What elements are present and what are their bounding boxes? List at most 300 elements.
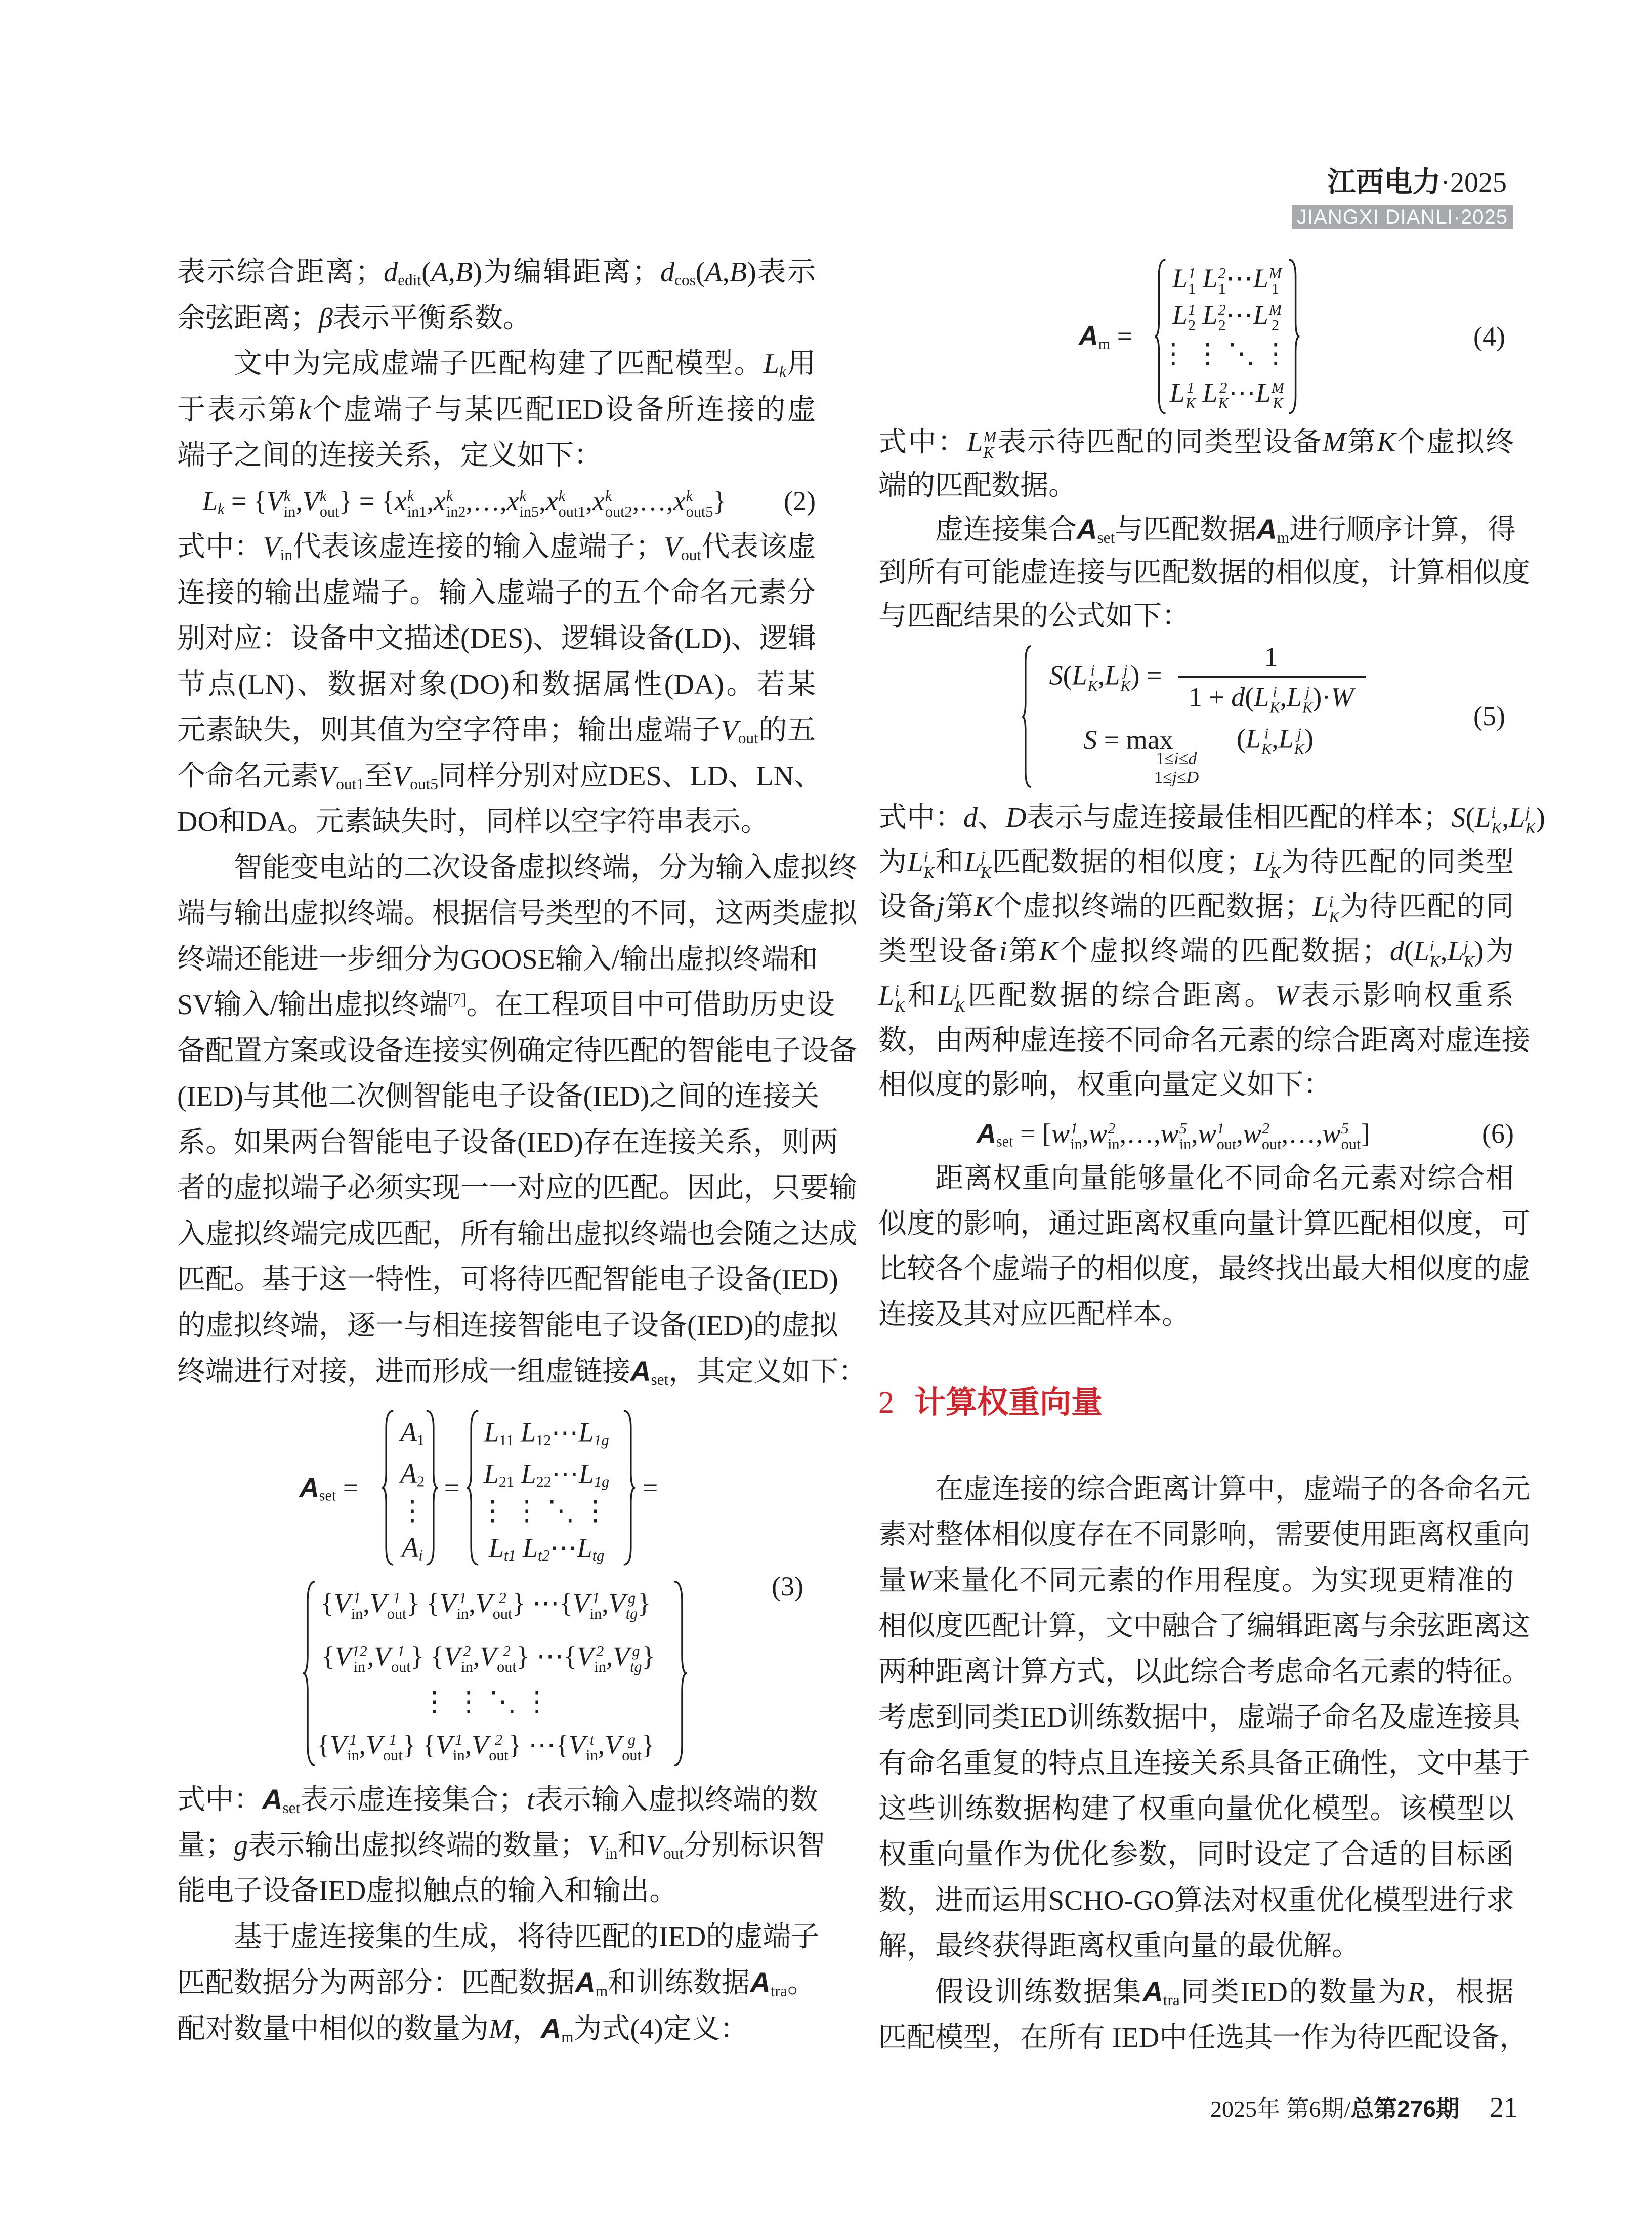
math-superscript: k	[686, 487, 693, 505]
math-variable: L21	[483, 1458, 515, 1491]
math-scripts	[1272, 380, 1284, 410]
citation-ref: [7]	[448, 990, 467, 1009]
math-subscript: in	[353, 1658, 366, 1675]
math-superscript: i	[923, 848, 928, 866]
math-variable: w 2 out	[1243, 1118, 1282, 1153]
text-line: 数，由两种虚连接不同命名元素的综合距离对虚连接	[878, 1025, 1530, 1056]
math-superscript: g	[632, 1643, 640, 1660]
fraction-denominator: 1 + d(L i K ,L j K )·W	[1188, 682, 1354, 717]
equation-3-lhs: Aset =	[299, 1473, 359, 1504]
page-footer	[1194, 2090, 1518, 2127]
text-line: 设备j第K个虚拟终端的匹配数据；L i K 为待匹配的同	[878, 891, 1514, 927]
matrix-row: ⋮ ⋮ ⋱ ⋮	[420, 1686, 551, 1717]
math-variable: V 1 in	[572, 1588, 602, 1622]
math-variable: V 1 in	[333, 1588, 363, 1622]
math-variable: L12	[521, 1417, 552, 1449]
section-number: 2	[878, 1385, 894, 1420]
math-superscript: 1	[389, 1731, 397, 1749]
math-subscript: k	[218, 500, 225, 518]
math-subscript: 2	[416, 1473, 425, 1490]
math-scripts	[351, 1590, 363, 1621]
math-subscript: 22	[536, 1473, 552, 1491]
math-superscript: 2	[1108, 1120, 1116, 1138]
math-scripts	[1218, 380, 1229, 410]
math-variable: Vin	[263, 531, 292, 564]
math-variable: Vout	[663, 531, 702, 564]
math-subscript: out	[1341, 1135, 1361, 1153]
text-line: 个命名元素Vout1至Vout5同样分别对应DES、LD、LN、	[177, 760, 823, 793]
math-subscript: in	[1108, 1135, 1120, 1153]
math-subscript: K	[1273, 394, 1283, 412]
text-line: 考虑到同类IED训练数据中，虚端子命名及虚连接具	[878, 1702, 1521, 1734]
matrix-row: L 1 K L 2 K ⋯L M K	[1169, 377, 1285, 412]
math-variable: d	[963, 802, 978, 833]
math-variable: A1	[400, 1417, 425, 1449]
math-subscript: in	[589, 1605, 602, 1622]
text-line: 有命名重复的特点且连接关系具备正确性，文中基于	[878, 1747, 1530, 1779]
math-superscript: i	[1273, 683, 1277, 701]
math-scripts	[605, 488, 632, 519]
math-variable: Lt2	[522, 1532, 550, 1565]
math-subscript: K	[1525, 819, 1536, 837]
math-subscript: out	[387, 1605, 407, 1622]
text-line: 能电子设备IED虚拟触点的输入和输出。	[177, 1875, 678, 1907]
math-variable: S	[1451, 802, 1466, 833]
math-variable: Ai	[402, 1532, 423, 1564]
math-variable: L1g	[578, 1417, 609, 1449]
math-superscript: 1	[1187, 379, 1195, 397]
math-subscript: K	[1329, 908, 1340, 927]
math-variable: V g tg	[613, 1641, 642, 1675]
math-variable: Aset	[262, 1783, 301, 1817]
math-subscript: edit	[398, 271, 422, 289]
math-subscript: K	[1087, 677, 1098, 695]
math-subscript: 2	[1188, 316, 1196, 334]
right-brace	[425, 1409, 439, 1566]
text-line: 元素缺失，则其值为空字符串；输出虚端子Vout的五	[177, 715, 816, 747]
text-line: 余弦距离；β表示平衡系数。	[177, 302, 531, 334]
math-superscript: 2	[596, 1643, 604, 1660]
math-scripts	[1430, 938, 1441, 970]
math-variable: K	[974, 891, 993, 922]
matrix-row: L 1 2 L 2 2 ⋯L M 2	[1172, 300, 1282, 334]
math-superscript: j	[954, 981, 959, 999]
math-scripts	[1269, 266, 1282, 296]
math-subscript: in	[283, 502, 296, 520]
math-superscript: j	[981, 848, 985, 866]
math-scripts	[1294, 726, 1304, 757]
left-brace	[302, 1580, 317, 1767]
left-text-block-1	[177, 249, 816, 479]
math-subscript: K	[923, 864, 935, 882]
math-variable: L 1 1	[1172, 263, 1196, 298]
math-subscript: in	[1070, 1135, 1082, 1153]
math-variable: Atra	[750, 1966, 787, 2000]
text-line: 端与输出虚拟终端。根据信号类型的不同，这两类虚拟	[177, 898, 857, 929]
math-variable: L11	[484, 1417, 514, 1449]
math-scripts	[559, 488, 586, 519]
math-superscript: 1	[397, 1643, 405, 1660]
equation-2	[202, 478, 816, 524]
math-variable: Lk	[202, 486, 225, 518]
math-superscript: i	[1264, 725, 1269, 742]
math-variable: Aset	[977, 1118, 1013, 1150]
equation-6	[977, 1111, 1514, 1156]
math-subscript: in	[351, 1605, 363, 1622]
equation-number: (5)	[1473, 701, 1505, 731]
math-scripts	[594, 1644, 606, 1674]
math-superscript: M	[983, 428, 997, 446]
math-subscript: 1	[416, 1431, 425, 1449]
math-variable: L 2 2	[1202, 300, 1226, 334]
math-subscript: K	[983, 444, 994, 462]
text-line: 别对应：设备中文描述(DES)、逻辑设备(LD)、逻辑	[177, 623, 817, 654]
text-line: 系。如果两台智能电子设备(IED)存在连接关系，则两	[177, 1126, 838, 1158]
math-variable: S	[1083, 725, 1097, 755]
vector-entry	[400, 1416, 425, 1448]
math-superscript: 1	[458, 1589, 467, 1607]
text-line: SV输入/输出虚拟终端[7]。在工程项目中可借助历史设	[177, 989, 835, 1021]
math-superscript: k	[519, 487, 526, 505]
math-subscript: out5	[686, 502, 713, 520]
math-scripts	[686, 488, 713, 519]
math-variable: x k in1	[394, 486, 427, 520]
text-line: 匹配模型，在所有 IED中任选其一作为待匹配设备，	[878, 2022, 1528, 2053]
math-variable: R	[1407, 1977, 1425, 2008]
text-line: 比较各个虚端子的相似度，最终找出最大相似度的虚	[878, 1253, 1530, 1285]
math-superscript: k	[558, 487, 566, 505]
math-subscript: in	[456, 1605, 469, 1622]
math-variable: L j K	[1253, 847, 1281, 882]
math-superscript: 2	[1219, 379, 1227, 397]
math-subscript: tg	[592, 1547, 605, 1565]
equation-number: (6)	[1482, 1118, 1514, 1149]
math-scripts	[1262, 1121, 1282, 1151]
fraction-numerator: 1	[1264, 642, 1278, 672]
math-variable: B	[455, 257, 473, 288]
math-variable: S	[1049, 660, 1063, 691]
math-variable: Atra	[1142, 1976, 1180, 2009]
text-line: 到所有可能虚连接与匹配数据的相似度，计算相似度	[878, 557, 1530, 589]
math-scripts	[352, 1644, 367, 1674]
math-superscript: 1	[1188, 265, 1196, 282]
math-variable: V g out	[605, 1730, 642, 1764]
math-variable: w 1 out	[1198, 1118, 1237, 1153]
vector-entry: ⋮	[399, 1495, 426, 1526]
max-argument: (L i K ,L j K )	[1237, 723, 1314, 758]
page-number: 21	[1490, 2092, 1518, 2123]
math-variable: L M 1	[1253, 263, 1282, 298]
right-brace	[673, 1580, 688, 1767]
math-variable: L i K	[1072, 660, 1098, 695]
section-heading	[878, 1382, 1103, 1423]
math-subscript: out	[622, 1746, 642, 1764]
math-subscript: K	[1269, 864, 1281, 882]
text-line: 表示综合距离；dedit(A,B)为编辑距离；dcos(A,B)表示	[177, 257, 816, 289]
math-subscript: out	[489, 1746, 509, 1764]
math-superscript: 1	[1188, 301, 1196, 319]
math-variable: K	[1377, 427, 1396, 458]
math-scripts	[1088, 663, 1098, 693]
left-text-block-3	[177, 1777, 825, 2051]
math-variable: W	[907, 1565, 931, 1597]
math-variable: Am	[540, 2012, 574, 2046]
math-variable: x k in5	[506, 486, 539, 520]
math-variable: Vout5	[392, 760, 438, 793]
math-variable: M	[489, 2013, 513, 2045]
text-line: 终端还能进一步细分为GOOSE输入/输出虚拟终端和	[177, 943, 818, 975]
equals-sign: =	[642, 1473, 658, 1503]
math-scripts	[493, 1590, 513, 1621]
math-variable: L j K	[1447, 936, 1474, 971]
fraction-bar	[1178, 676, 1366, 678]
math-variable: Aset	[299, 1473, 336, 1504]
journal-year: ·2025	[1441, 167, 1507, 198]
math-scripts	[1185, 380, 1196, 410]
math-subscript: t1	[503, 1547, 516, 1565]
text-line: 端的匹配数据。	[878, 470, 1077, 501]
max-lhs: S = max	[1083, 725, 1173, 755]
math-variable: V 1 in	[439, 1588, 469, 1622]
math-subscript: in	[594, 1658, 606, 1675]
math-scripts	[586, 1732, 598, 1762]
math-subscript: m	[1098, 335, 1111, 353]
math-subscript: K	[1302, 699, 1313, 717]
math-subscript: out	[383, 1746, 403, 1764]
math-subscript: in1	[407, 502, 427, 520]
math-scripts	[1302, 685, 1312, 715]
math-variable: Vout1	[319, 760, 364, 793]
text-line: 两种距离计算方式，以此综合考虑命名元素的特征。	[878, 1656, 1530, 1688]
math-scripts	[489, 1732, 509, 1762]
text-line: 解，最终获得距离权重向量的最优解。	[878, 1930, 1360, 1962]
math-variable: A2	[400, 1458, 425, 1490]
math-superscript: i	[1429, 937, 1434, 955]
text-line: 端子之间的连接关系，定义如下：	[177, 440, 602, 471]
math-scripts	[1525, 805, 1536, 836]
left-brace	[465, 1409, 480, 1566]
math-variable: V 1 in	[330, 1730, 359, 1764]
math-superscript: i	[895, 981, 899, 999]
math-variable: V 1 in	[436, 1730, 465, 1764]
math-subscript: K	[1120, 677, 1131, 695]
math-subscript: tg	[630, 1658, 642, 1675]
math-scripts	[453, 1732, 465, 1762]
math-variable: x k in2	[433, 486, 466, 520]
text-line: 的虚拟终端，逐一与相连接智能电子设备(IED)的虚拟	[177, 1310, 838, 1341]
math-variable: Am	[1256, 513, 1290, 547]
math-superscript: j	[1463, 937, 1468, 955]
text-line: 与匹配结果的公式如下：	[878, 601, 1190, 632]
math-variable: L j K	[1278, 723, 1304, 758]
math-variable: L j K	[938, 980, 965, 1016]
text-line: 素对整体相似度存在不同影响，需要使用距离权重向	[878, 1519, 1530, 1551]
math-scripts	[1218, 266, 1226, 296]
math-subscript: t2	[538, 1547, 550, 1565]
math-superscript: j	[1269, 848, 1275, 866]
math-variable: V 2 in	[444, 1641, 473, 1675]
matrix-row: {V 1 in ,V 1 out } {V 1 in ,V 2 out } ⋯{V 1 in ,V g tg }	[320, 1588, 651, 1622]
text-line: 匹配。基于这一特性，可将待匹配智能电子设备(IED)	[177, 1264, 838, 1295]
math-variable: Vin	[588, 1829, 618, 1862]
math-variable: Am	[575, 1966, 608, 2000]
math-scripts	[622, 1732, 642, 1762]
math-subscript: K	[1218, 394, 1229, 412]
math-subscript: in5	[519, 502, 539, 520]
math-scripts	[1218, 302, 1226, 332]
math-subscript: set	[282, 1798, 301, 1817]
math-variable: V g tg	[608, 1588, 638, 1622]
section-title: 计算权重向量	[914, 1385, 1103, 1420]
math-superscript: i	[1329, 892, 1334, 910]
issue-info: 2025年 第6期/	[1210, 2096, 1351, 2122]
text-line: 基于虚连接集的生成，将待匹配的IED的虚端子	[234, 1921, 820, 1953]
text-line: 节点(LN)、数据对象(DO)和数据属性(DA)。若某	[177, 668, 816, 700]
math-scripts	[1329, 894, 1340, 926]
text-line: 式中：Aset表示虚连接集合；t表示输入虚拟终端的数	[177, 1783, 818, 1817]
left-brace	[380, 1409, 395, 1566]
math-variable: L 1 2	[1172, 300, 1196, 334]
math-scripts	[391, 1644, 411, 1674]
math-variable: L j K	[1105, 660, 1131, 695]
math-variable: L 1 K	[1169, 377, 1196, 412]
math-superscript: g	[627, 1589, 636, 1607]
math-scripts	[895, 983, 905, 1015]
math-superscript: i	[1090, 661, 1095, 679]
vector-entry	[402, 1532, 422, 1563]
matrix-row: L11 L12⋯L1g	[484, 1417, 609, 1449]
total-issue: 总第276期	[1350, 2095, 1459, 2122]
math-superscript: 1	[353, 1589, 361, 1607]
math-scripts	[520, 488, 539, 519]
math-scripts	[497, 1644, 517, 1674]
math-superscript: 2	[498, 1589, 506, 1607]
math-variable: L i K	[1254, 682, 1280, 717]
text-line: 连接的输出虚端子。输入虚端子的五个命名元素分	[177, 577, 816, 609]
math-scripts	[626, 1590, 638, 1621]
math-superscript: k	[319, 487, 327, 505]
matrix-row: {V 12 in ,V 1 out } {V 2 in ,V 2 out } ⋯{V 2 in ,V g tg }	[321, 1641, 655, 1675]
math-subscript: out	[391, 1658, 411, 1675]
math-scripts	[1188, 302, 1196, 332]
math-superscript: 2	[494, 1731, 503, 1749]
math-variable: L i K	[1413, 936, 1441, 971]
math-superscript: 2	[1218, 265, 1226, 282]
math-subscript: K	[1269, 699, 1280, 717]
math-variable: L i K	[1475, 802, 1502, 837]
math-superscript: k	[407, 487, 414, 505]
math-variable: L i K	[878, 980, 906, 1016]
math-variable: k	[298, 394, 311, 426]
equals-sign: =	[444, 1473, 460, 1503]
math-variable: t	[527, 1784, 535, 1816]
math-variable: d	[1188, 749, 1197, 768]
math-superscript: j	[1525, 803, 1530, 821]
math-scripts	[1261, 726, 1272, 757]
math-subscript: in	[453, 1746, 465, 1764]
math-variable: V k in	[266, 486, 296, 520]
math-subscript: 21	[498, 1473, 515, 1491]
math-variable: L i K	[907, 847, 935, 882]
math-superscript: 1	[1216, 1120, 1224, 1138]
math-subscript: cos	[674, 271, 696, 289]
math-superscript: 1	[455, 1731, 463, 1749]
math-scripts	[1464, 938, 1474, 970]
math-scripts	[981, 849, 991, 881]
math-superscript: 2	[1261, 1120, 1270, 1138]
math-subscript: in	[605, 1844, 618, 1862]
right-text-block-1	[878, 421, 1530, 638]
matrix-row: {V 1 in ,V 1 out } {V 1 in ,V 2 out } ⋯{V t in ,V g out }	[317, 1730, 655, 1764]
math-variable: w 2 in	[1089, 1118, 1120, 1153]
equation-6-expression: Aset = [w 1 in ,w 2 in ,…,w 5 in ,w 1 out ,w 2 out ,…,w 5 out ]	[977, 1118, 1370, 1153]
math-scripts	[407, 488, 427, 519]
math-variable: L1g	[578, 1458, 610, 1491]
text-line: 假设训练数据集Atra同类IED的数量为R，根据	[935, 1976, 1514, 2009]
math-variable: K	[1039, 936, 1058, 967]
math-subscript: 11	[499, 1432, 514, 1449]
math-subscript: k	[779, 362, 786, 381]
math-subscript: tg	[625, 1605, 638, 1622]
text-line: 智能变电站的二次设备虚拟终端，分为输入虚拟终	[234, 852, 857, 884]
text-line: 式中：L M K 表示待匹配的同类型设备M第K个虚拟终	[878, 427, 1514, 462]
math-variable: Lk	[763, 348, 786, 381]
text-line: (IED)与其他二次侧智能电子设备(IED)之间的连接关	[177, 1081, 820, 1112]
math-variable: A	[431, 257, 449, 288]
math-variable: V 2 in	[577, 1641, 606, 1675]
math-variable: Aset	[630, 1355, 669, 1389]
text-line: 相似度匹配计算，文中融合了编辑距离与余弦距离这	[878, 1610, 1530, 1642]
math-variable: w 5 in	[1160, 1118, 1192, 1153]
math-subscript: 1	[1271, 280, 1280, 298]
math-subscript: out5	[410, 775, 438, 793]
math-variable: x k out2	[592, 486, 632, 520]
math-variable: Aset	[1077, 513, 1115, 547]
math-superscript: g	[627, 1731, 636, 1749]
math-subscript: m	[595, 1982, 608, 2000]
math-subscript: K	[895, 997, 906, 1016]
math-variable: d	[1389, 936, 1404, 967]
text-line: 文中为完成虚端子匹配构建了匹配模型。Lk用	[234, 348, 816, 381]
math-subscript: 12	[536, 1432, 552, 1449]
math-variable: i	[999, 936, 1007, 967]
math-subscript: tra	[1163, 1991, 1180, 2009]
math-subscript: m	[561, 2028, 574, 2046]
text-line: 量；g表示输出虚拟终端的数量；Vin和Vout分别标识智	[177, 1829, 825, 1862]
math-variable: L22	[521, 1458, 552, 1491]
math-subscript: out1	[336, 775, 364, 793]
text-line: 数，进而运用SCHO-GO算法对权重优化模型进行求	[878, 1884, 1514, 1916]
math-scripts	[924, 849, 935, 881]
math-subscript: 2	[1218, 316, 1226, 334]
math-variable: L i K	[1312, 891, 1340, 927]
math-variable: dedit	[384, 257, 422, 289]
math-superscript: 1	[1070, 1120, 1078, 1138]
math-subscript: K	[1429, 953, 1441, 971]
math-variable: V k out	[302, 486, 340, 520]
text-line: 为L i K 和L j K 匹配数据的相似度；L j K 为待匹配的同类型	[878, 847, 1514, 882]
math-subscript: in2	[446, 502, 466, 520]
math-variable: V 2 out	[480, 1641, 517, 1675]
matrix-row: ⋮ ⋮ ⋱ ⋮	[1159, 338, 1290, 369]
math-subscript: out	[319, 502, 340, 520]
text-line: 相似度的影响，权重向量定义如下：	[878, 1069, 1332, 1101]
math-superscript: 5	[1179, 1120, 1187, 1138]
text-line: 配对数量中相似的数量为M，Am为式(4)定义：	[177, 2012, 748, 2046]
math-variable: L j K	[964, 847, 992, 882]
math-subscript: 2	[1271, 316, 1280, 334]
text-line: 这些训练数据构建了权重向量优化模型。该模型以	[878, 1793, 1514, 1825]
